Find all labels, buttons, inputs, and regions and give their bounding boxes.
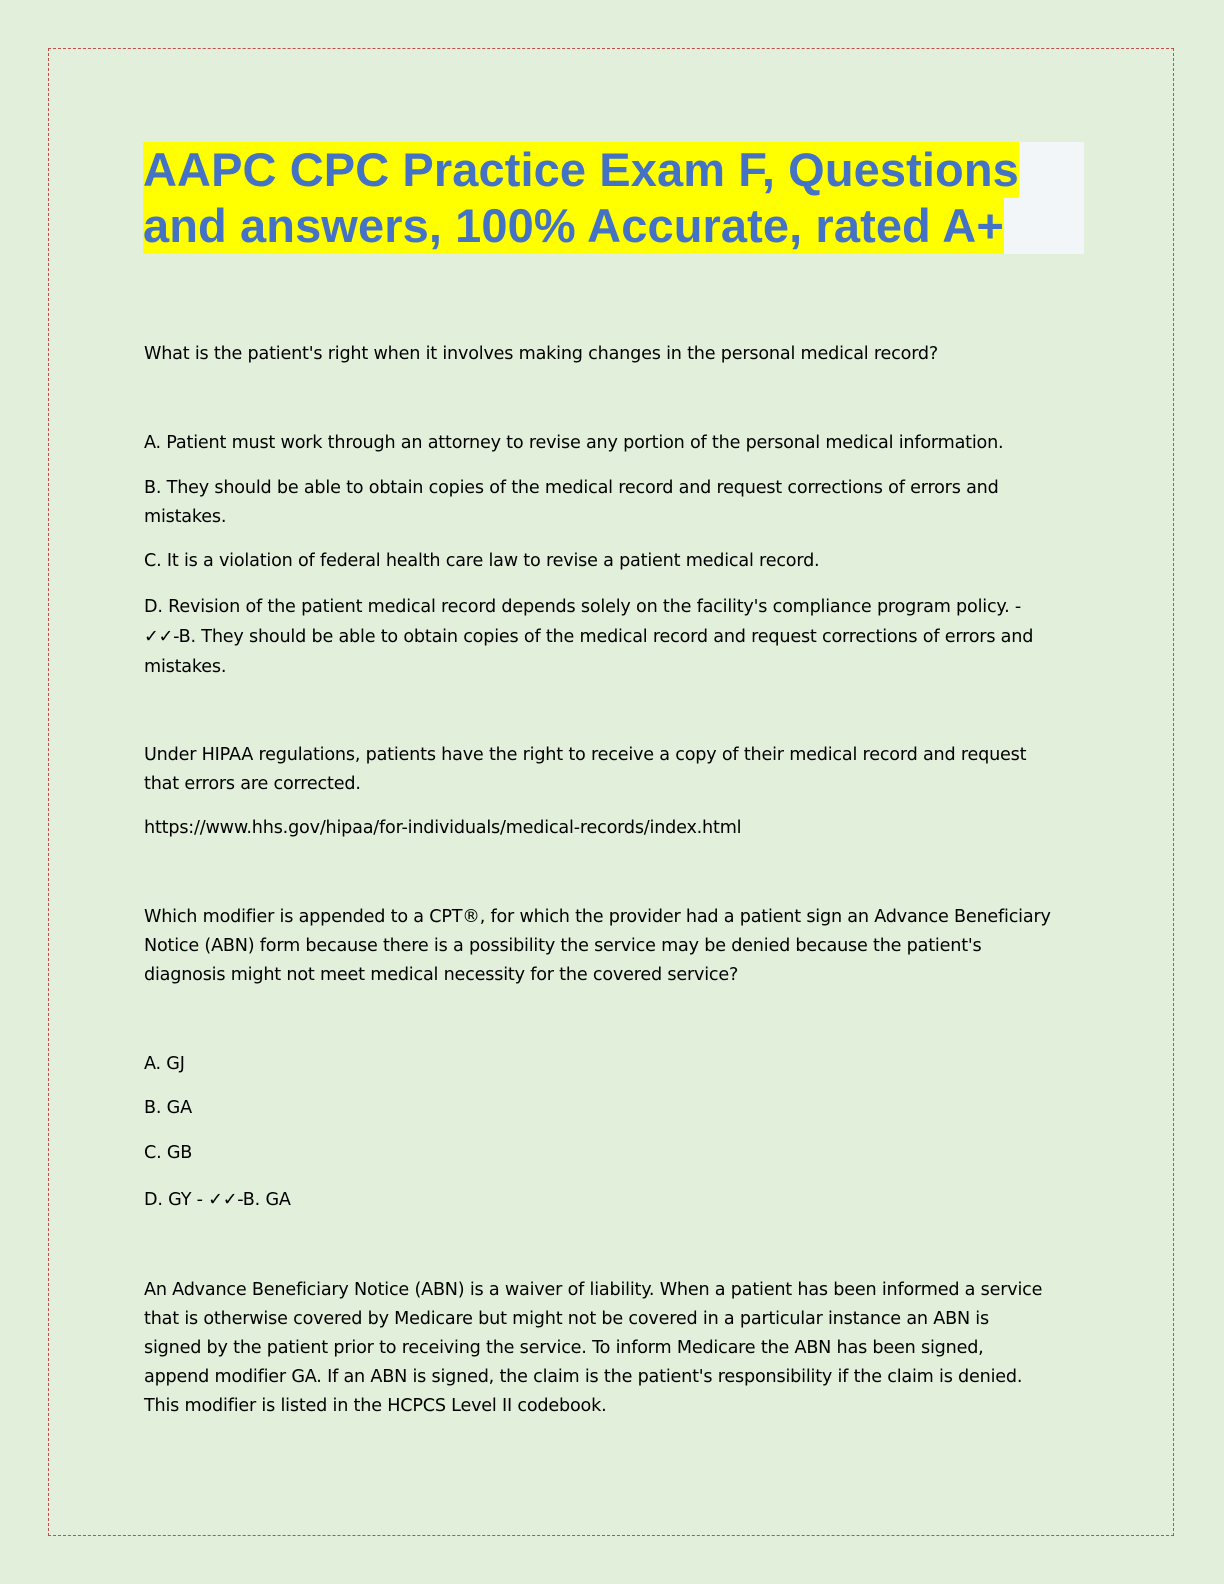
check-icon: ✓✓ [144, 627, 174, 647]
q2-option-b [144, 1094, 1084, 1123]
q2-question [144, 903, 1084, 990]
q1-answer-line2: mistakes. [144, 657, 227, 677]
q1-option-d-line1: D. Revision of the patient medical record depends solely on the facility's compliance program policy. - [144, 597, 1022, 617]
q1-option-a [144, 429, 1084, 458]
q1-option-b-line1: B. They should be able to obtain copies of the medical record and request corrections of errors and [144, 478, 999, 498]
q2-option-b-text: B. GA [144, 1098, 192, 1118]
q1-rationale-line2: that errors are corrected. [144, 774, 361, 794]
q2-rationale-line3: signed by the patient prior to receiving the service. To inform Medicare the ABN has been signed, [144, 1338, 984, 1358]
q1-question [144, 340, 1084, 369]
q2-rationale-line4: append modifier GA. If an ABN is signed, the claim is the patient's responsibility if the claim is denied. [144, 1367, 1023, 1387]
q2-rationale-line2: that is otherwise covered by Medicare but might not be covered in a particular instance an ABN is [144, 1309, 989, 1329]
q1-rationale [144, 741, 1084, 799]
q1-answer-line1: -B. They should be able to obtain copies of the medical record and request corrections of errors and [173, 627, 1034, 647]
title-line-2: and answers, 100% Accurate, rated A+ [143, 199, 1004, 252]
q1-rationale-line1: Under HIPAA regulations, patients have the right to receive a copy of their medical record and request [144, 745, 1027, 765]
q2-option-a [144, 1050, 1084, 1079]
q2-answer-text: -B. GA [237, 1190, 291, 1210]
q2-option-d-answer [144, 1186, 1084, 1215]
q2-option-c [144, 1139, 1084, 1168]
q1-option-d-answer [144, 592, 1084, 682]
q2-option-c-text: C. GB [144, 1143, 193, 1163]
title-line-1: AAPC CPC Practice Exam F, Questions [143, 143, 1019, 196]
q2-option-a-text: A. GJ [144, 1054, 185, 1074]
document-title [143, 142, 1084, 254]
q1-option-c-text: C. It is a violation of federal health care law to revise a patient medical record. [144, 551, 820, 571]
q1-option-a-text: A. Patient must work through an attorney to revise any portion of the personal medical information. [144, 433, 1004, 453]
q1-reference [144, 814, 1084, 843]
check-icon: ✓✓ [208, 1190, 238, 1210]
q1-option-c [144, 547, 1084, 576]
q2-rationale [144, 1276, 1084, 1421]
q2-question-line1: Which modifier is appended to a CPT®, for which the provider had a patient sign an Advance Beneficiary [144, 907, 1051, 927]
q1-question-text: What is the patient's right when it involves making changes in the personal medical record? [144, 344, 939, 364]
q1-option-b-line2: mistakes. [144, 507, 227, 527]
q2-rationale-line1: An Advance Beneficiary Notice (ABN) is a waiver of liability. When a patient has been informed a service [144, 1280, 1043, 1300]
q2-option-d-text: D. GY - [144, 1190, 209, 1210]
q1-option-b [144, 474, 1084, 532]
q2-question-line3: diagnosis might not meet medical necessity for the covered service? [144, 965, 739, 985]
q2-question-line2: Notice (ABN) form because there is a possibility the service may be denied because the patient's [144, 936, 982, 956]
q2-rationale-line5: This modifier is listed in the HCPCS Level II codebook. [144, 1396, 607, 1416]
q1-reference-url: https://www.hhs.gov/hipaa/for-individuals/medical-records/index.html [144, 818, 742, 838]
